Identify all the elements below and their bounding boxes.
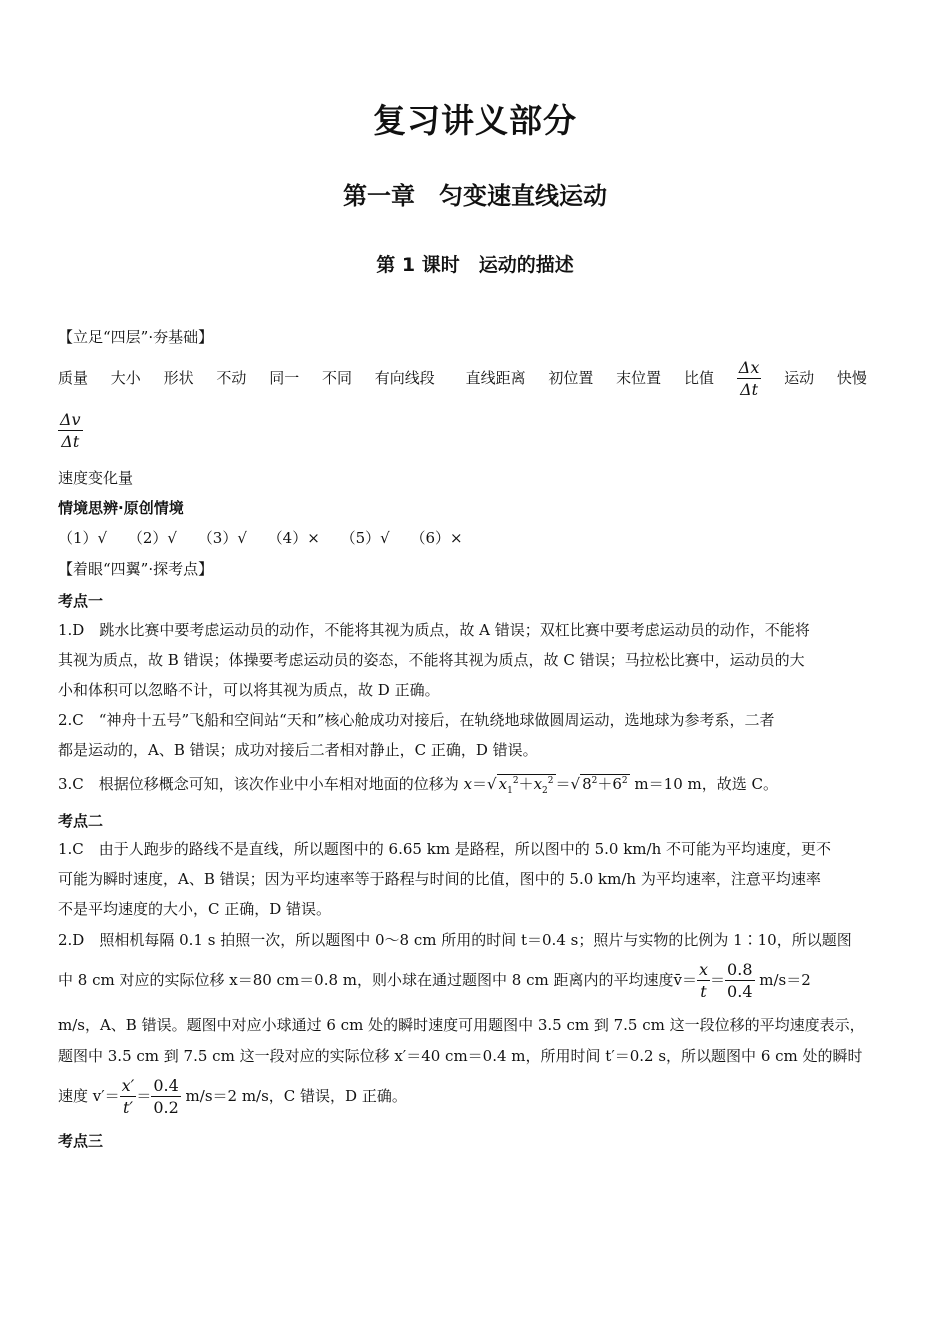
kp2-q1-line: 1.C 由于人跑步的路线不是直线，所以题图中的 6.65 km 是路程，所以图中的 5.0 km/h 不可能为平均速度，更不 [58, 840, 831, 858]
kp1-header: 考点一 [58, 592, 104, 610]
main-title: 复习讲义部分 [373, 101, 577, 140]
kp1-q1-line: 其视为质点，故 B 错误；体操要考虑运动员的姿态，不能将其视为质点，故 C 错误；马拉松比赛中，运动员的大 [58, 651, 805, 669]
blank-answers-row [58, 358, 867, 398]
kp3-header: 考点三 [58, 1132, 104, 1150]
kp2-q2-line: 题图中 3.5 cm 到 7.5 cm 这一段对应的实际位移 x′＝40 cm＝0.4 m，所用时间 t′＝0.2 s，所以题图中 6 cm 处的瞬时 [58, 1047, 863, 1065]
x-prime-over-t-prime-fraction: $\frac{x'}{t'}$ [121, 1076, 135, 1117]
judgment-item: （5）√ [340, 529, 390, 547]
blank-item: 大小 [110, 369, 141, 387]
situation-header: 情境思辨·原创情境 [58, 499, 184, 517]
blank-item: 直线距离 [465, 369, 526, 387]
lesson-title: 第 1 课时 运动的描述 [376, 254, 574, 276]
kp1-q1-line: 1.D 跳水比赛中要考虑运动员的动作，不能将其视为质点，故 A 错误；双杠比赛中要考虑运动员的动作，不能将 [58, 621, 810, 639]
judgment-item: （4）× [267, 529, 320, 547]
basics-header: 【立足“四层”·夯基础】 [58, 328, 214, 346]
blank-item: 运动 [784, 369, 815, 387]
sqrt-8-6: √ $8^2+6^2$ [570, 775, 628, 793]
kp2-header: 考点二 [58, 812, 104, 830]
kp2-q2-line: m/s，A、B 错误。题图中对应小球通过 6 cm 处的瞬时速度可用题图中 3.5 cm 到 7.5 cm 这一段位移的平均速度表示， [58, 1016, 865, 1034]
value-fraction: $\frac{0.8}{0.4}$ [727, 960, 753, 1001]
kp1-q3-line: 3.C 根据位移概念可知，该次作业中小车相对地面的位移为 x＝√ $x_1^2+x_2^2$ ＝√ $8^2+6^2$ m＝10 m，故选 C。 [58, 775, 778, 796]
chapter-title: 第一章 匀变速直线运动 [343, 182, 607, 210]
kp2-q1-line: 不是平均速度的大小，C 正确，D 错误。 [58, 900, 332, 918]
blank-answers-row-2 [58, 412, 83, 450]
kp2-q2-line: 速度 v′＝ $\frac{x'}{t'}$ ＝ $\frac{0.4}{0.2}$ m/s＝2 m/s，C 错误，D 正确。 [58, 1076, 407, 1117]
blank-item: 初位置 [548, 369, 594, 387]
sqrt-x1-x2: √ $x_1^2+x_2^2$ [487, 775, 554, 796]
blank-item: 不同 [321, 369, 352, 387]
kp2-q1-line: 可能为瞬时速度，A、B 错误；因为平均速率等于路程与时间的比值，图中的 5.0 km/h 为平均速率，注意平均速率 [58, 870, 821, 888]
blank-item: 同一 [269, 369, 300, 387]
kp1-q1-line: 小和体积可以忽略不计，可以将其视为质点，故 D 正确。 [58, 681, 440, 699]
delta-x-over-delta-t: $\frac{\Delta x}{\Delta t}$ [738, 358, 760, 399]
x-over-t-fraction: $\frac{x}{t}$ [699, 960, 709, 1001]
kp1-q2-line: 2.C “神舟十五号”飞船和空间站“天和”核心舱成功对接后，在轨绕地球做圆周运动，选地球为参考系，二者 [58, 711, 775, 729]
exam-header: 【着眼“四翼”·探考点】 [58, 560, 214, 578]
judgment-item: （2）√ [127, 529, 177, 547]
blank-item: 有向线段 [374, 369, 435, 387]
kp2-q2-line: 2.D 照相机每隔 0.1 s 拍照一次，所以题图中 0～8 cm 所用的时间 t＝0.4 s；照片与实物的比例为 1∶10，所以题图 [58, 931, 852, 949]
blank-item: 末位置 [616, 369, 662, 387]
judgment-item: （3）√ [197, 529, 247, 547]
blank-item: 不动 [216, 369, 247, 387]
blank-item-last: 速度变化量 [58, 469, 134, 487]
value-fraction: $\frac{0.4}{0.2}$ [153, 1076, 179, 1117]
judgment-answers [58, 527, 463, 548]
judgment-item: （6）× [410, 529, 463, 547]
kp1-q2-line: 都是运动的，A、B 错误；成功对接后二者相对静止，C 正确，D 错误。 [58, 741, 538, 759]
kp2-q2-line: 中 8 cm 对应的实际位移 x＝80 cm＝0.8 m，则小球在通过题图中 8 cm 距离内的平均速度v̄＝ $\frac{x}{t}$ ＝ $\frac{0.8}{0.4}$ m/s＝2 [58, 960, 811, 1001]
judgment-item: （1）√ [58, 529, 108, 547]
blank-item: 质量 [58, 369, 89, 387]
blank-item: 形状 [163, 369, 194, 387]
blank-item: 比值 [683, 369, 714, 387]
blank-item: 快慢 [836, 369, 867, 387]
delta-v-over-delta-t: $\frac{\Delta v}{\Delta t}$ [60, 410, 81, 451]
